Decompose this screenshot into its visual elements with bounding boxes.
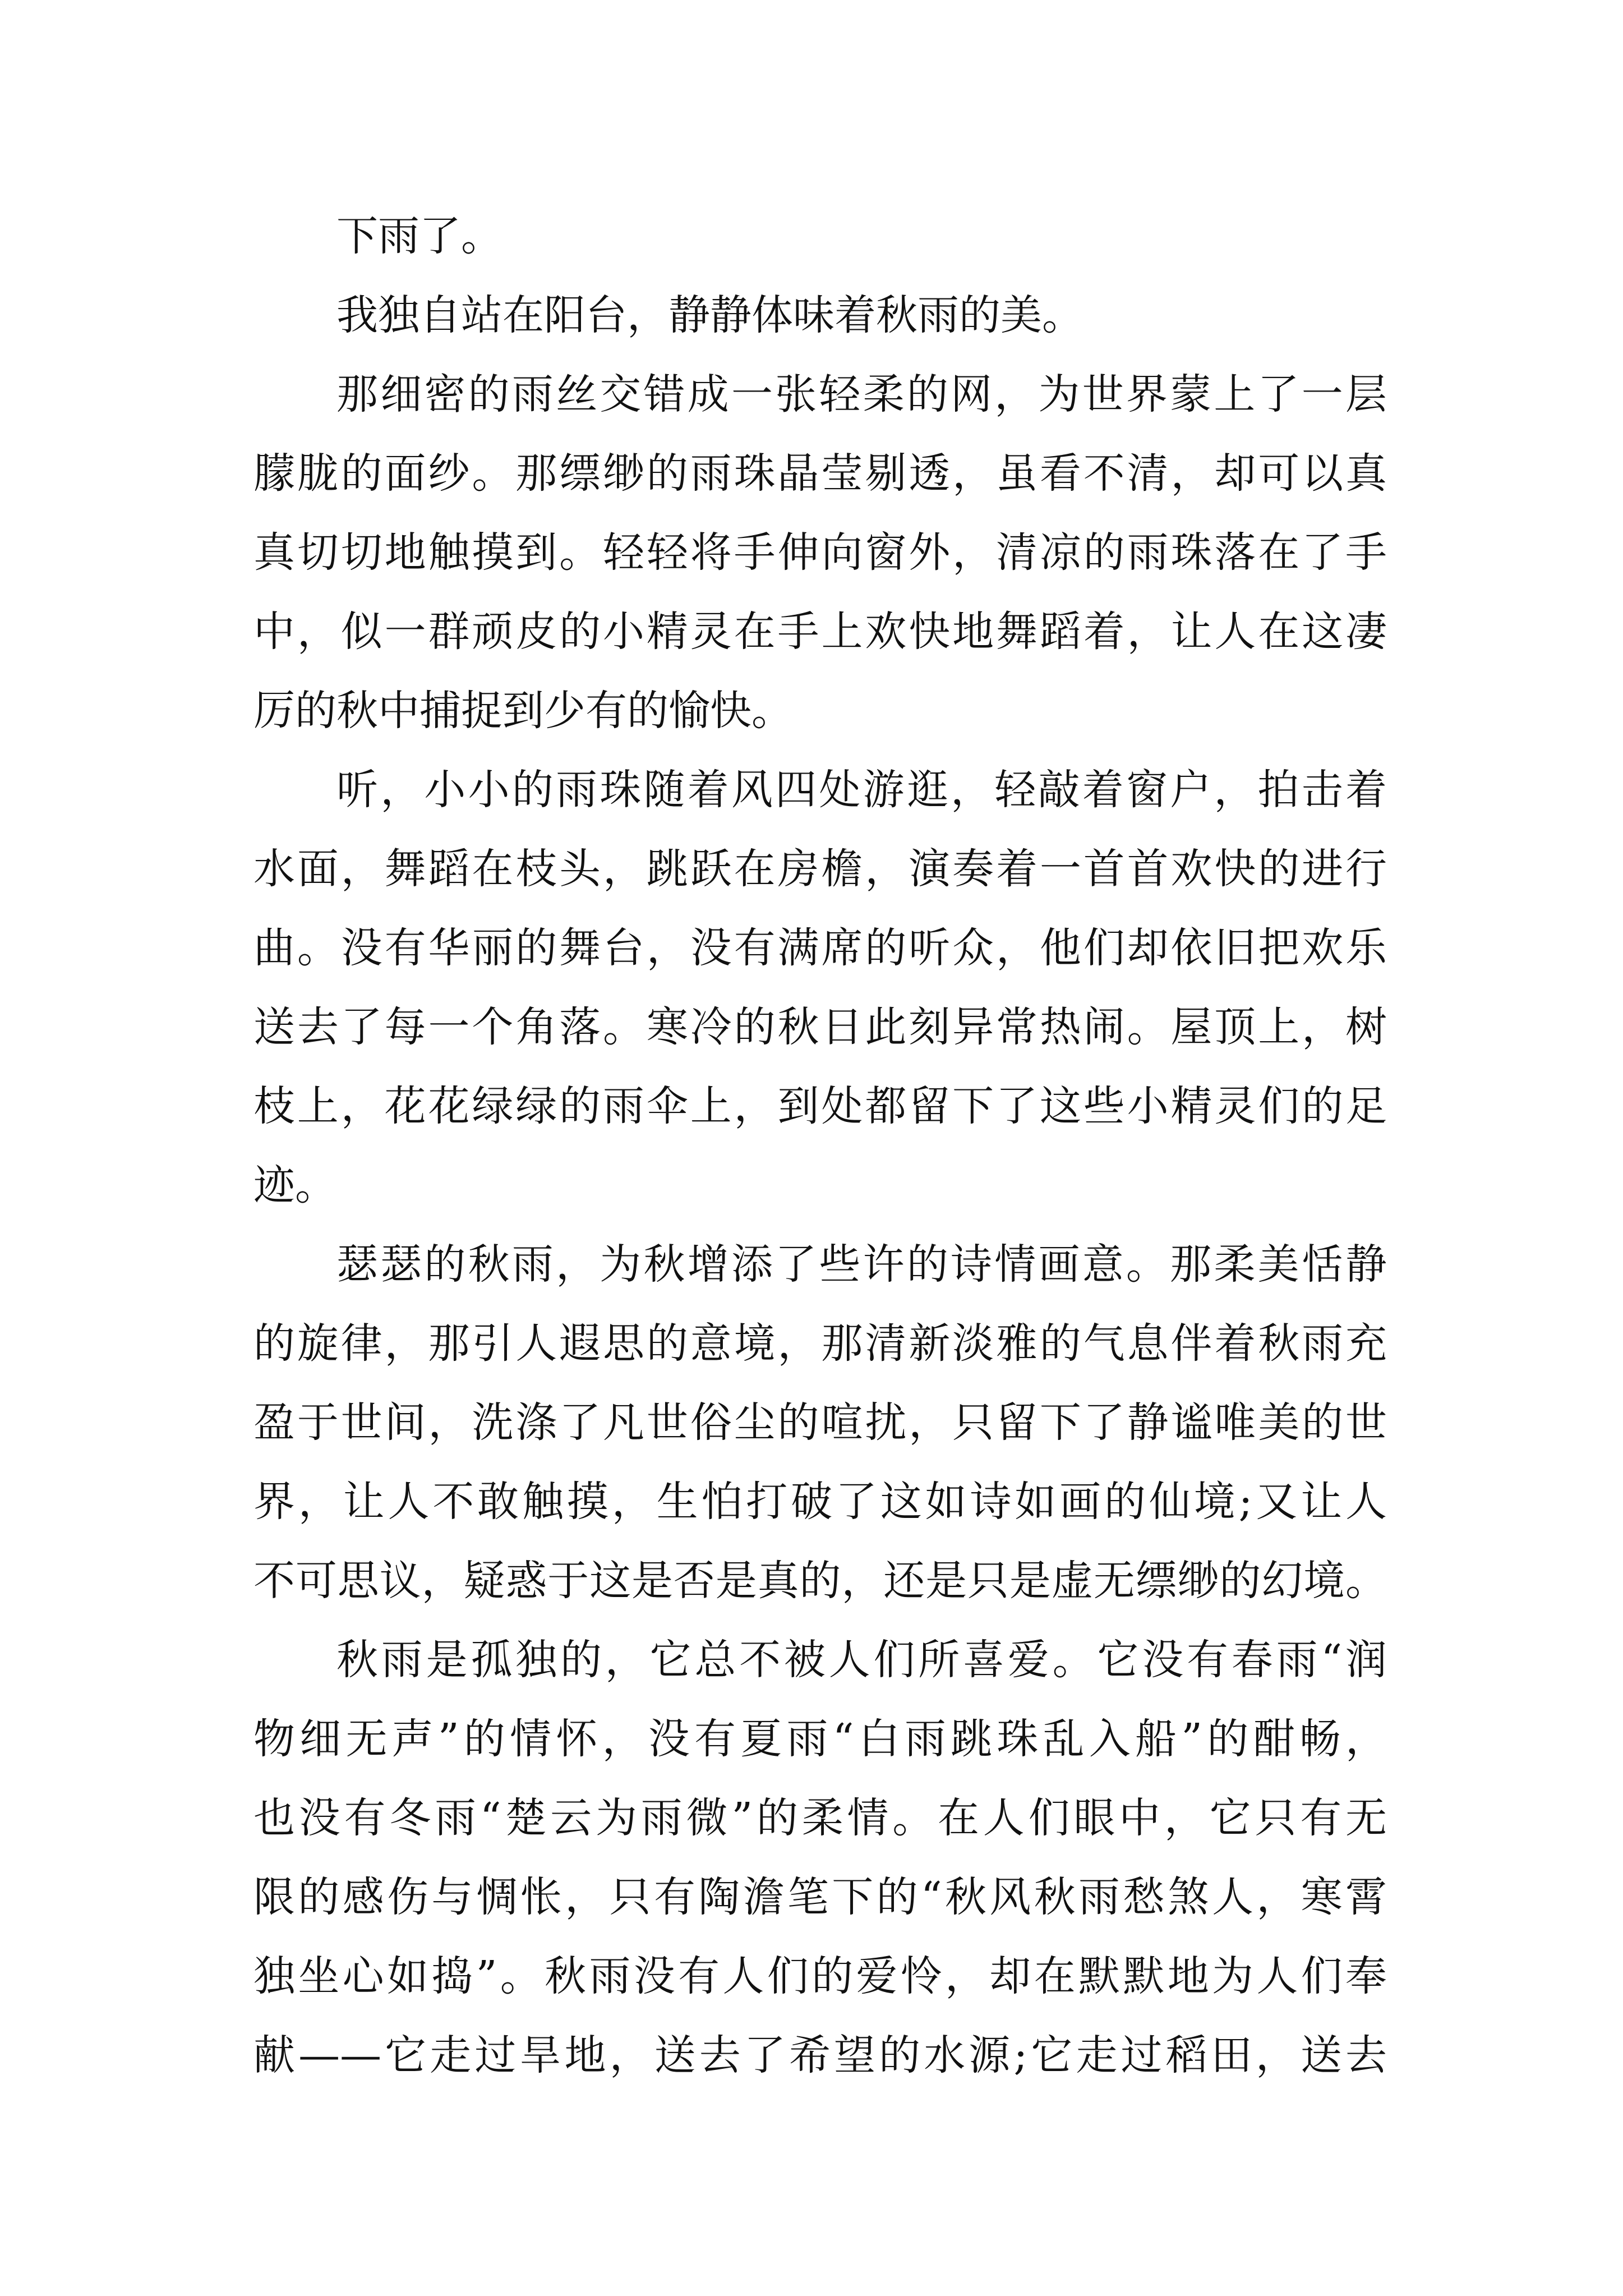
text-line: 那细密的雨丝交错成一张轻柔的网，为世界蒙上了一层 [336, 370, 1387, 418]
body-text [253, 197, 1387, 2095]
text-line: 的旋律，那引人遐思的意境，那清新淡雅的气息伴着秋雨充 [253, 1319, 1387, 1368]
paragraph [253, 276, 1387, 355]
paragraph [253, 355, 1387, 751]
text-line: 迹。 [253, 1161, 336, 1209]
text-line: 秋雨是孤独的，它总不被人们所喜爱。它没有春雨“润 [336, 1636, 1387, 1684]
paragraph [253, 1621, 1387, 2095]
text-line: 真切切地触摸到。轻轻将手伸向窗外，清凉的雨珠落在了手 [253, 528, 1387, 577]
text-line: 下雨了。 [336, 212, 502, 260]
text-line: 厉的秋中捕捉到少有的愉快。 [253, 687, 793, 735]
text-line: 枝上，花花绿绿的雨伞上，到处都留下了这些小精灵们的足 [253, 1082, 1387, 1130]
text-line: 献——它走过旱地，送去了希望的水源;它走过稻田，送去 [253, 2031, 1387, 2079]
text-line: 朦胧的面纱。那缥缈的雨珠晶莹剔透，虽看不清，却可以真 [253, 449, 1387, 498]
text-line: 也没有冬雨“楚云为雨微”的柔情。在人们眼中，它只有无 [253, 1794, 1387, 1842]
text-line: 物细无声”的情怀，没有夏雨“白雨跳珠乱入船”的酣畅， [253, 1715, 1387, 1763]
text-line: 曲。没有华丽的舞台，没有满席的听众，他们却依旧把欢乐 [253, 924, 1387, 972]
text-line: 水面，舞蹈在枝头，跳跃在房檐，演奏着一首首欢快的进行 [253, 845, 1387, 893]
text-line: 我独自站在阳台，静静体味着秋雨的美。 [336, 291, 1083, 339]
text-line: 盈于世间，洗涤了凡世俗尘的喧扰，只留下了静谧唯美的世 [253, 1398, 1387, 1447]
text-line: 送去了每一个角落。寒冷的秋日此刻异常热闹。屋顶上，树 [253, 1003, 1387, 1051]
paragraph [253, 751, 1387, 1225]
text-line: 界，让人不敢触摸，生怕打破了这如诗如画的仙境;又让人 [253, 1478, 1387, 1526]
text-line: 限的感伤与惆怅，只有陶澹笔下的“秋风秋雨愁煞人，寒霄 [253, 1873, 1387, 1921]
text-line: 独坐心如捣”。秋雨没有人们的爱怜，却在默默地为人们奉 [253, 1952, 1387, 2000]
paragraph [253, 197, 1387, 276]
paragraph [253, 1225, 1387, 1621]
text-line: 中，似一群顽皮的小精灵在手上欢快地舞蹈着，让人在这凄 [253, 608, 1387, 656]
text-line: 不可思议，疑惑于这是否是真的，还是只是虚无缥缈的幻境。 [253, 1557, 1387, 1605]
text-line: 瑟瑟的秋雨，为秋增添了些许的诗情画意。那柔美恬静 [336, 1240, 1387, 1289]
text-line: 听，小小的雨珠随着风四处游逛，轻敲着窗户，拍击着 [336, 766, 1387, 814]
